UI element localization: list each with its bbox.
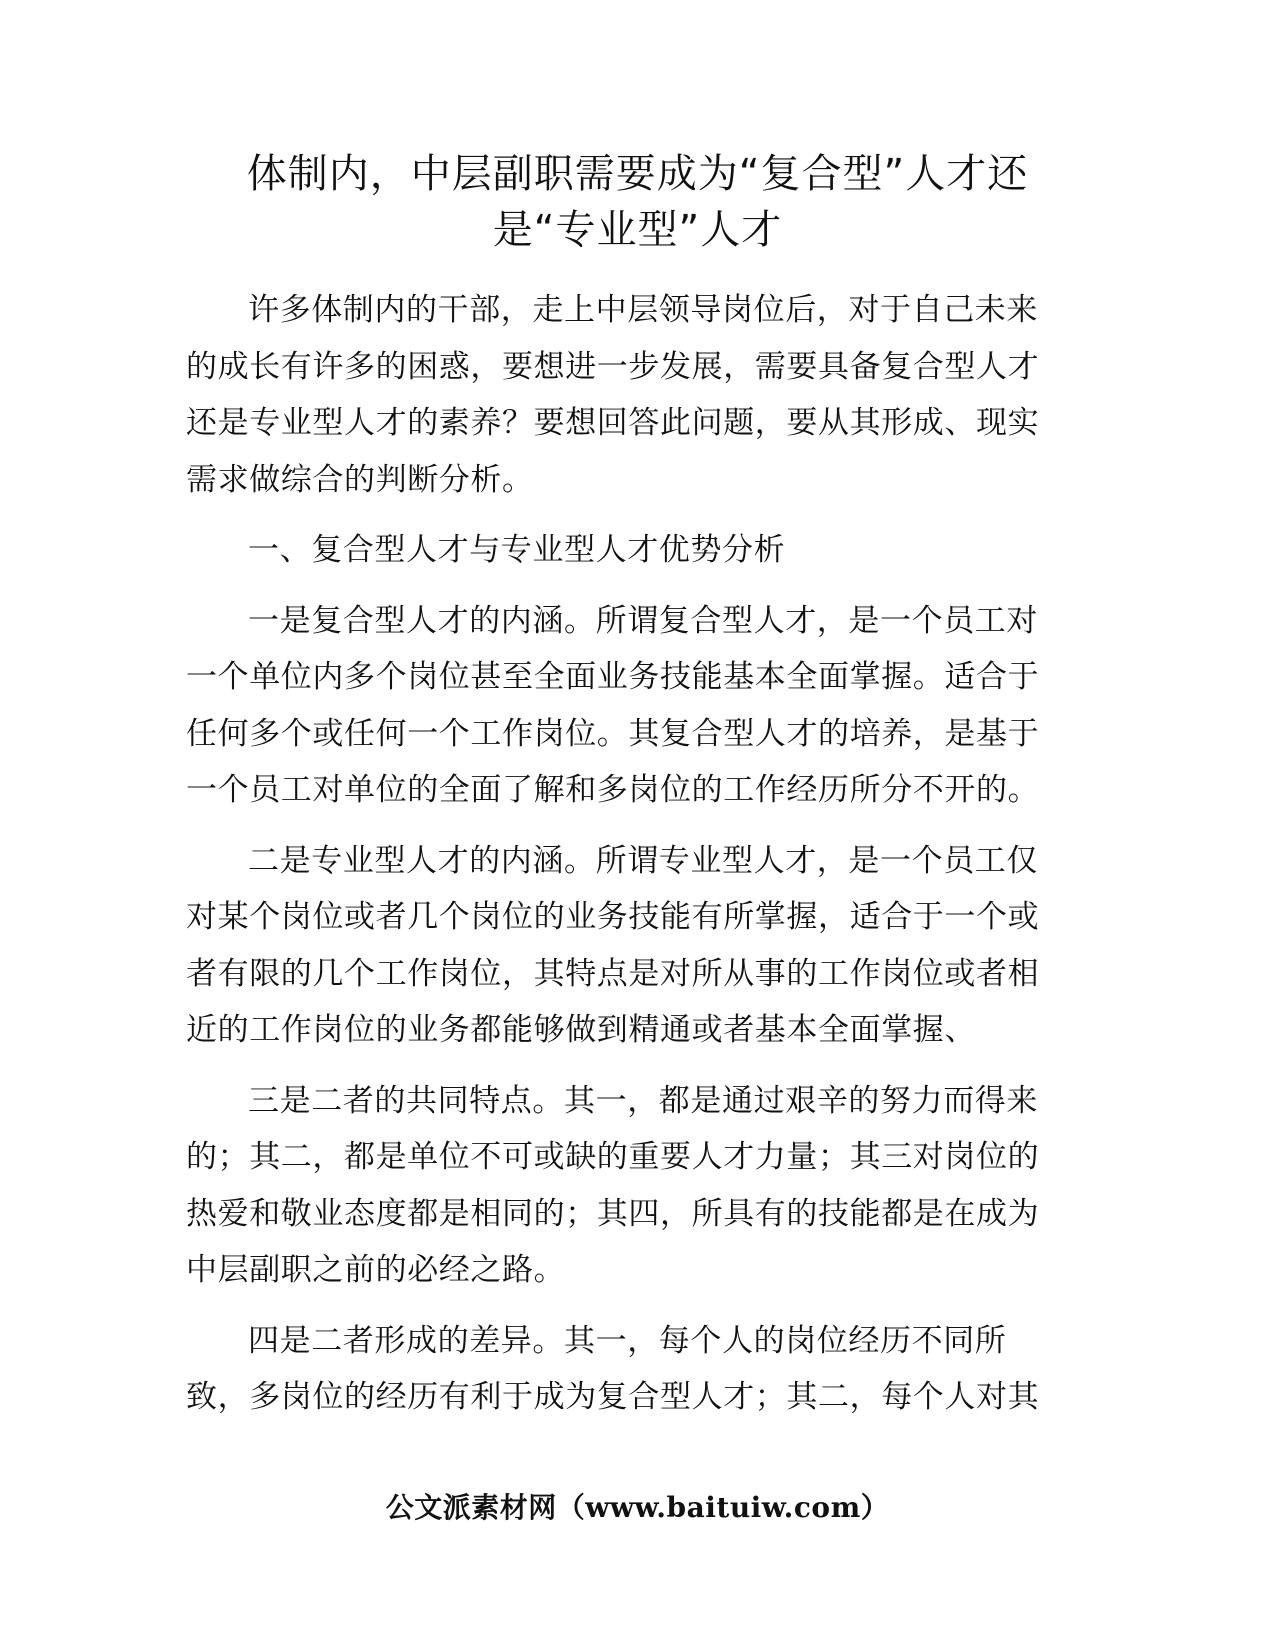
- document-body: [186, 282, 1091, 1440]
- footer-watermark: 公文派素材网（www.baituiw.com）: [385, 1491, 890, 1524]
- document-title: 体制内，中层副职需要成为“复合型”人才还 是“专业型”人才: [246, 151, 1029, 253]
- paragraph-differences: 四是二者形成的差异。其一，每个人的岗位经历不同所 致，多岗位的经历有利于成为复合型人才；其二，每个人对其: [186, 1322, 1040, 1415]
- paragraph-professional-talent: 二是专业型人才的内涵。所谓专业型人才，是一个员工仅 对某个岗位或者几个岗位的业务技能有所掌握，适合于一个或 者有限的几个工作岗位，其特点是对所从事的工作岗位或者相 近的工作岗位的业务都能够做到精通或者基本全面掌握、: [186, 842, 1040, 1048]
- paragraph-intro: 许多体制内的干部，走上中层领导岗位后，对于自己未来 的成长有许多的困惑，要想进一步发展，需要具备复合型人才 还是专业型人才的素养？要想回答此问题，要从其形成、现实 需求做综合的判断分析。: [186, 292, 1040, 498]
- section-heading: 一、复合型人才与专业型人才优势分析: [248, 532, 786, 568]
- paragraph-common-features: 三是二者的共同特点。其一，都是通过艰辛的努力而得来 的；其二，都是单位不可或缺的重要人才力量；其三对岗位的 热爱和敬业态度都是相同的；其四，所具有的技能都是在成为 中层副职之前的必经之路。: [186, 1082, 1040, 1288]
- paragraph-composite-talent: 一是复合型人才的内涵。所谓复合型人才，是一个员工对 一个单位内多个岗位甚至全面业务技能基本全面掌握。适合于 任何多个或任何一个工作岗位。其复合型人才的培养，是基于 一个员工对单位的全面了解和多岗位的工作经历所分不开的。: [186, 602, 1040, 808]
